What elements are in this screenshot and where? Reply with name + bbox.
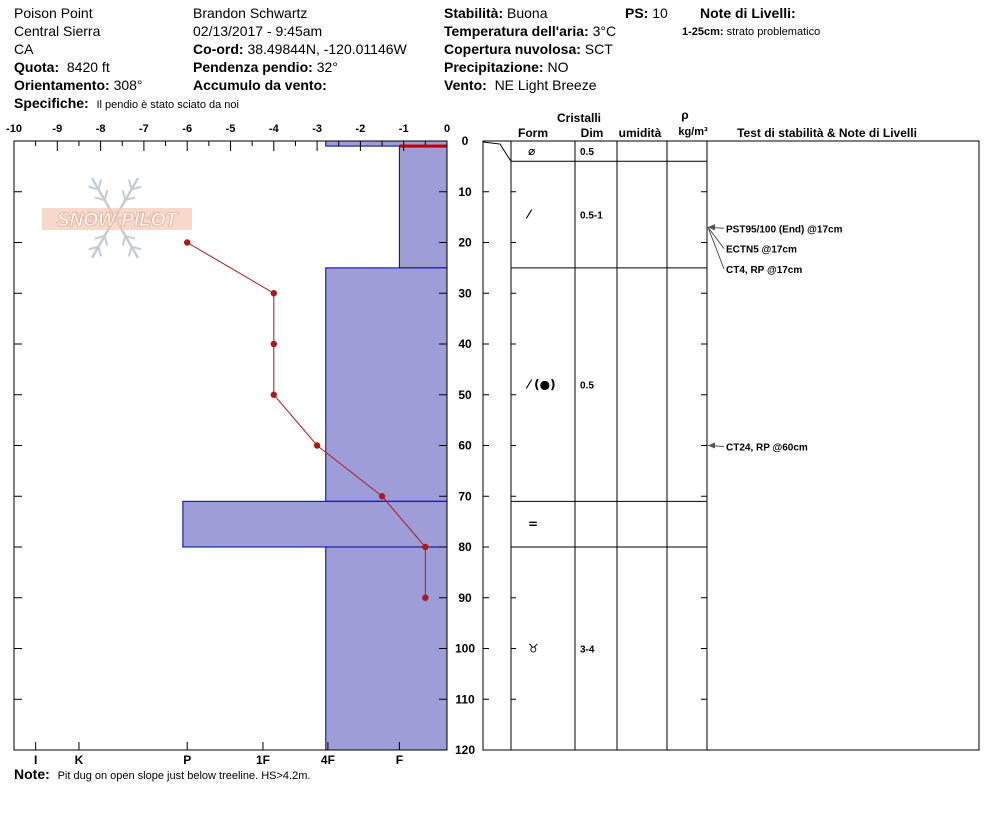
aspect-label: Orientamento: [14,77,110,93]
temperature-point [422,544,428,550]
depth-tick-label: 80 [458,540,472,554]
stability-test-label: PST95/100 (End) @17cm [726,224,843,236]
precip-label: Precipitazione: [444,59,544,75]
note-label: Note: [14,766,50,782]
coords-label: Co-ord: [193,41,244,57]
temperature-point [184,239,190,245]
coords-value: 38.49844N, -120.01146W [247,41,407,57]
depth-tick-label: 120 [454,743,476,757]
temperature-point [422,595,428,601]
layer-note-range: 1-25cm: [682,26,724,38]
crystal-size: 0.5 [580,147,594,159]
watermark-text: SNOW PILOT [56,210,178,231]
header-form: Form [518,126,548,140]
header-cristalli: Cristalli [556,111,602,125]
crystal-form: ⌀ [528,144,536,159]
depth-tick-label: 50 [458,387,472,402]
depth-tick-label: 20 [458,235,472,250]
crystal-size: 3-4 [580,644,595,656]
crystal-size: 0.5-1 [580,210,603,222]
site-name: Poison Point [14,5,93,21]
sky-label: Copertura nuvolosa: [444,41,581,57]
temp-tick-label: -6 [182,123,193,135]
temperature-point [271,290,277,296]
elevation-label: Quota: [14,59,60,75]
stability-value: Buona [507,5,548,21]
temp-tick-label: -8 [95,123,106,135]
temp-tick-label: -5 [225,123,236,135]
hardness-bar [399,146,447,268]
header-dim: Dim [580,126,604,140]
stability-test-label: CT24, RP @60cm [726,442,808,454]
ps-value: 10 [652,5,668,21]
air-temp-value: 3°C [592,23,617,39]
depth-tick-label: 40 [458,337,472,351]
sky-value: SCT [584,41,613,57]
temp-tick-label: -2 [355,123,366,135]
temperature-point [271,341,277,347]
hardness-label: 1F [255,753,270,767]
depth-tick-label: 60 [458,438,472,453]
temp-tick-label: -4 [268,123,279,135]
depth-tick-label: 10 [458,184,472,199]
slope-value: 32° [316,59,338,75]
temp-tick-label: -7 [139,123,149,135]
specifics-value: Il pendio è stato sciato da noi [96,99,239,111]
hardness-label: K [74,753,84,767]
layer-notes-title: Note di Livelli: [700,5,796,21]
hardness-label: P [183,753,192,767]
wind-label: Vento: [444,77,487,93]
ps-label: PS: [625,5,649,21]
header-density-symbol: ρ [681,108,689,122]
hardness-label: F [395,753,404,767]
air-temp-label: Temperatura dell'aria: [444,23,589,39]
depth-tick-label: 70 [458,489,472,504]
specifics-label: Specifiche: [14,95,89,111]
stability-test-label: CT4, RP @17cm [726,264,803,276]
depth-tick-label: 90 [458,590,472,605]
temp-tick-label: -9 [52,123,63,135]
hardness-bar [326,547,447,750]
temp-tick-label: 0 [443,123,451,135]
crystal-form: ⁄ [528,207,531,222]
stability-label: Stabilità: [444,5,504,21]
depth-tick-label: 0 [461,134,469,148]
temperature-point [379,493,385,499]
temperature-point [271,392,277,398]
crystal-form: ⁄ (●) [528,377,556,392]
layer-connector [483,142,511,161]
depth-tick-label: 110 [455,692,475,707]
stability-test-arrow [708,227,724,269]
state: CA [14,41,34,57]
wind-loading-label: Accumulo da vento: [193,77,327,93]
layer-note-text: strato problematico [726,26,821,38]
crystal-size: 0.5 [580,380,594,392]
depth-tick-label: 100 [454,641,476,656]
temp-tick-label: -1 [398,123,409,135]
temp-tick-label: -3 [312,123,322,135]
observation-datetime: 02/13/2017 - 9:45am [193,23,323,39]
hardness-bar [183,501,447,547]
hardness-label: 4F [320,753,335,767]
note-text: Pit dug on open slope just below treeline. HS>4.2m. [57,770,311,782]
aspect-value: 308° [113,77,143,93]
stability-test-arrow [708,227,724,248]
crystal-form: ♉ [528,641,539,656]
hardness-label: I [33,753,38,767]
temp-tick-label: -10 [6,123,22,135]
crystal-form: = [528,517,539,532]
temperature-point [314,442,320,448]
elevation-value: 8420 ft [66,59,110,75]
observer-name: Brandon Schwartz [193,5,308,21]
problem-layer-marker [399,145,447,148]
mountain-range: Central Sierra [14,23,101,39]
arrow-head-icon [708,443,715,449]
header-umidita: umidità [618,126,662,140]
wind-value: NE Light Breeze [494,77,597,93]
stability-test-label: ECTN5 @17cm [726,244,797,256]
precip-value: NO [547,59,569,75]
depth-tick-label: 30 [458,286,472,301]
header-tests: Test di stabilità & Note di Livelli [737,126,917,140]
slope-label: Pendenza pendio: [193,59,313,75]
header-density-unit: kg/m³ [678,126,708,138]
